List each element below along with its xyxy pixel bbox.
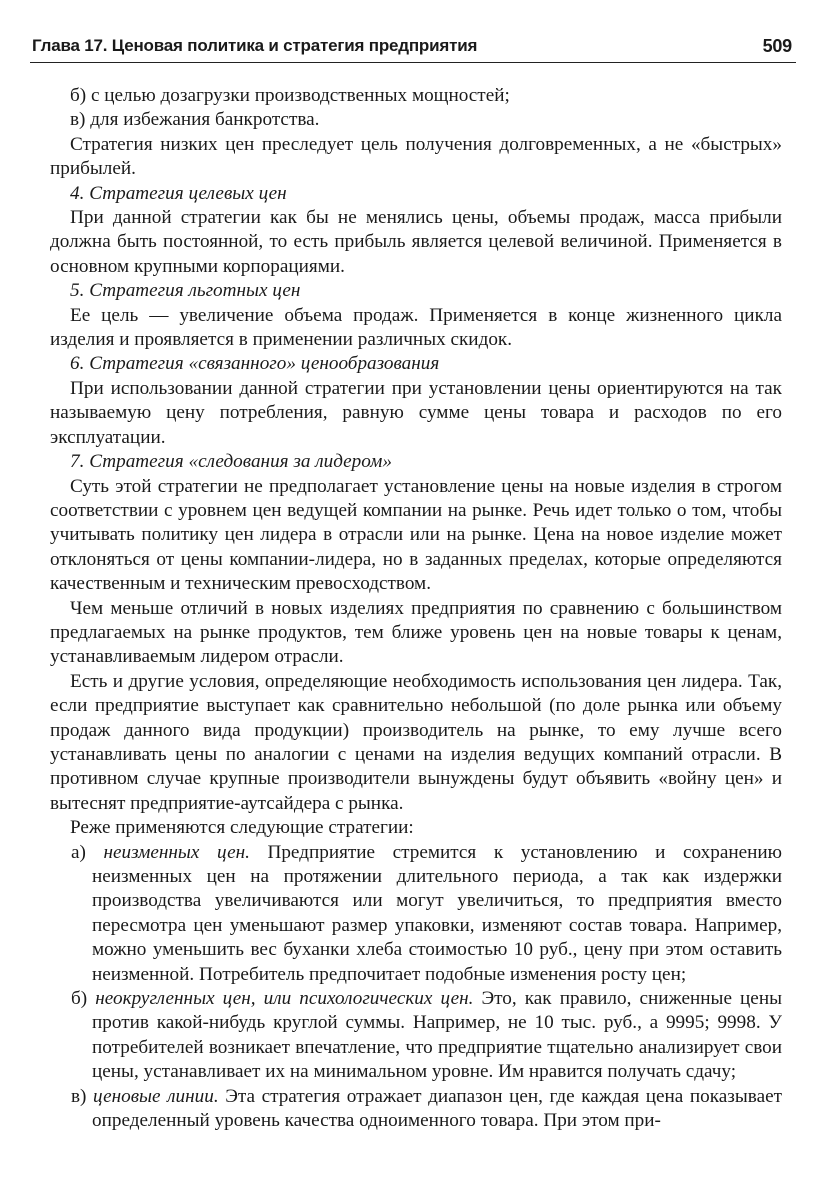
paragraph: Есть и другие условия, определяющие необходимость использования цен лидера. Так, если предприятие выступает как сравнительно небольшой (по доле рынка или объему продаж данного вида продукции) производитель на рынке, то ему лучше всего устанавливать цены по аналогии с ценами на изделия ведущих компаний отрасли. В противном случае крупные производители вынуждены будут объявить «войну цен» и вытеснят предприятие-аутсайдера с рынка. <box>50 670 782 814</box>
running-head <box>30 32 796 63</box>
list-item-term: неокругленных цен, или психологических цен. <box>95 988 474 1010</box>
paragraph: в) для избежания банкротства. <box>70 109 320 131</box>
page-body <box>50 84 782 1133</box>
section-heading: 5. Стратегия льготных цен <box>70 280 301 302</box>
paragraph: Чем меньше отличий в новых изделиях предприятия по сравнению с большинством предлагаемых на рынке продуктов, тем ближе уровень цен на новые товары к ценам, устанавливаемым лидером отрасли. <box>50 597 782 668</box>
paragraph: б) с целью дозагрузки производственных мощностей; <box>70 85 510 106</box>
paragraph: Стратегия низких цен преследует цель получения долговременных, а не «быстрых» прибылей. <box>50 133 782 180</box>
paragraph: Ее цель — увеличение объема продаж. Применяется в конце жизненного цикла изделия и проявляется в применении различных скидок. <box>50 304 782 351</box>
section-heading: 7. Стратегия «следования за лидером» <box>70 451 392 473</box>
section-heading: 4. Стратегия целевых цен <box>70 182 287 204</box>
page-number: 509 <box>762 36 792 56</box>
list-item <box>50 987 782 1085</box>
list-item-text: Эта стратегия отражает диапазон цен, где каждая цена показывает определенный уровень качества одноименного товара. При этом при- <box>92 1085 782 1132</box>
list-item-text: Это, как правило, сниженные цены против какой-нибудь круглой суммы. Например, не 10 тыс. руб., а 9995; 9998. У потребителей возникает впечатление, что предприятие тщательно анализирует свои цены, устанавливает их на минимальном уровне. Им нравится получать сдачу; <box>92 988 782 1083</box>
paragraph: При использовании данной стратегии при установлении цены ориентируются на так называемую цену потребления, равную сумме цены товара и расходов по его эксплуатации. <box>50 377 782 448</box>
paragraph: Суть этой стратегии не предполагает установление цены на новые изделия в строгом соответствии с уровнем цен ведущей компании на рынке. Речь идет только о том, чтобы учитывать политику цен лидера в отрасли или на рынке. Цена на новое изделие может отклоняться от цены компании-лидера, но в заданных пределах, которые определяются качественным и техническим превосходством. <box>50 475 782 595</box>
list-item-text: Предприятие стремится к установлению и сохранению неизменных цен на протяжении длительного периода, а так как издержки производства увеличиваются или могут увеличиться, то предприятия вместо пересмотра цен уменьшают размер упаковки, изменяют состав товара. Например, можно уменьшить вес буханки хлеба стоимостью 10 руб., цену при этом оставить неизменной. Потребитель предпочитает подобные изменения росту цен; <box>92 841 782 985</box>
list-item-marker: б) <box>71 988 96 1010</box>
list-item-marker: а) <box>71 841 104 863</box>
list-item-term: неизменных цен. <box>103 841 250 863</box>
list-item-term: ценовые линии. <box>93 1085 219 1107</box>
list-item <box>50 841 782 987</box>
section-heading: 6. Стратегия «связанного» ценообразования <box>70 353 440 375</box>
list-item-marker: в) <box>71 1085 94 1107</box>
paragraph: Реже применяются следующие стратегии: <box>70 817 414 839</box>
paragraph: При данной стратегии как бы не менялись цены, объемы продаж, масса прибыли должна быть постоянной, то есть прибыль является целевой величиной. Применяется в основном крупными корпорациями. <box>50 207 782 277</box>
list-item <box>50 1085 782 1134</box>
chapter-title: Глава 17. Ценовая политика и стратегия предприятия <box>32 36 478 55</box>
